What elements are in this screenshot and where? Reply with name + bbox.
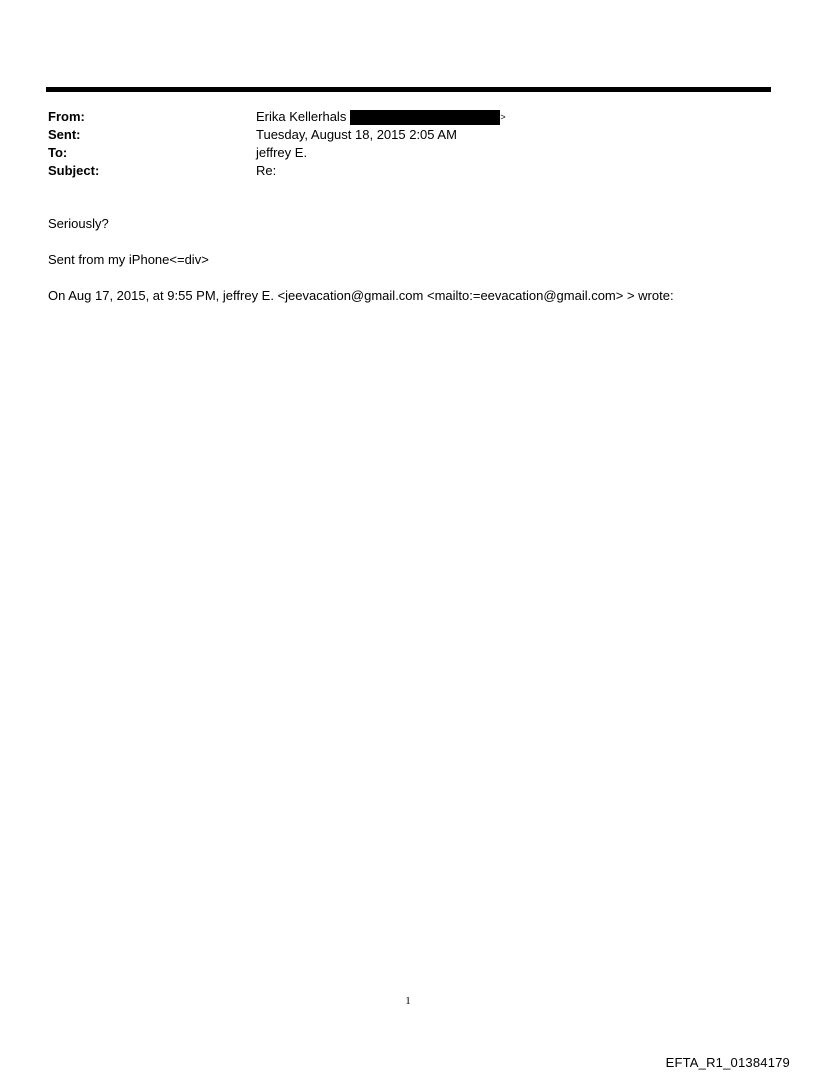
email-header — [48, 108, 748, 180]
body-line-signature: Sent from my iPhone<=div> — [48, 252, 209, 267]
sent-value: Tuesday, August 18, 2015 2:05 AM — [256, 127, 457, 142]
sender-name: Erika Kellerhals — [256, 109, 347, 124]
to-value: jeffrey E. — [256, 145, 308, 160]
from-label: From: — [48, 109, 85, 124]
sent-row — [48, 126, 748, 144]
body-line-quote-header: On Aug 17, 2015, at 9:55 PM, jeffrey E. <jeevacation@gmail.com <mailto:=eevacation@gmail.com> > wrote: — [48, 288, 674, 303]
redaction-box — [350, 110, 500, 125]
from-row — [48, 108, 748, 126]
bates-number: EFTA_R1_01384179 — [665, 1055, 790, 1070]
subject-label: Subject: — [48, 163, 100, 178]
redaction-tail: > — [500, 112, 506, 122]
page-number: 1 — [405, 995, 411, 1007]
subject-row — [48, 162, 748, 180]
header-divider — [46, 87, 771, 92]
to-label: To: — [48, 145, 68, 160]
from-value — [256, 108, 506, 126]
sent-label: Sent: — [48, 127, 81, 142]
subject-value: Re: — [256, 163, 277, 178]
to-row — [48, 144, 748, 162]
body-line-reply: Seriously? — [48, 216, 109, 231]
